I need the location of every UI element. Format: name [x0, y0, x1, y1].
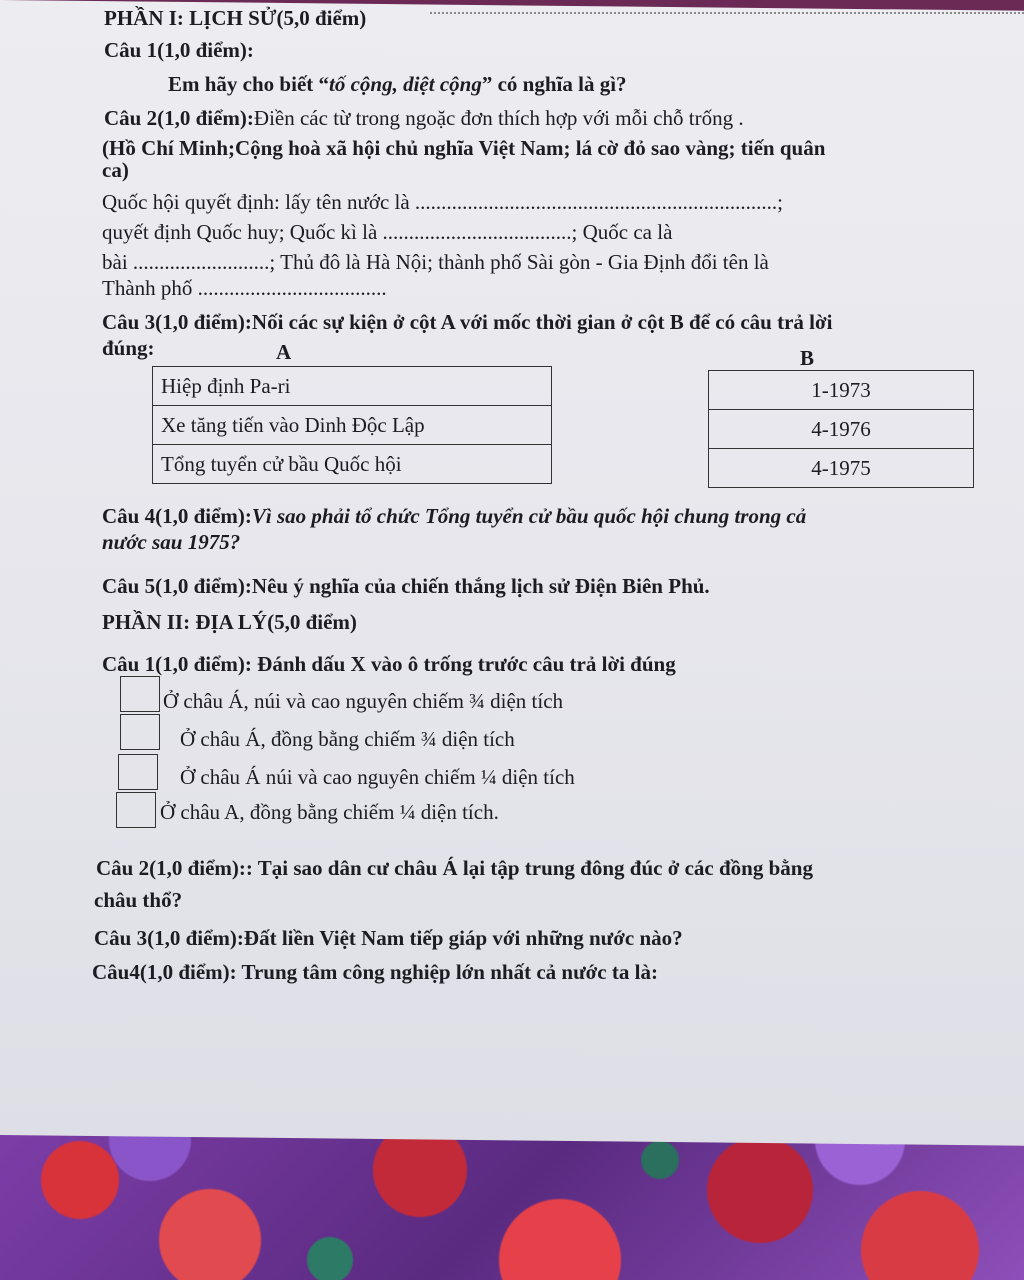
q4-label: Câu 4(1,0 điểm): — [102, 504, 252, 528]
table-row — [153, 445, 552, 484]
q2-text — [104, 106, 744, 131]
q2-fill-line-4: Thành phố .................................... — [102, 276, 387, 300]
table-row — [153, 406, 552, 445]
q5-text — [102, 574, 710, 599]
q3-text — [102, 310, 832, 335]
top-dotted-line — [430, 12, 1024, 14]
choice-label: Ở châu Á, núi và cao nguyên chiếm ¾ diện tích — [163, 689, 564, 713]
q3-instruction-cont: đúng: — [102, 336, 155, 360]
q2-fill-line-1: Quốc hội quyết định: lấy tên nước là .....................................................................; — [102, 190, 784, 214]
p2-q4-label: Câu4(1,0 điểm): — [92, 960, 237, 984]
choice-label: Ở châu Á núi và cao nguyên chiếm ¼ diện tích — [180, 765, 575, 789]
q1-text: Em hãy cho biết “tố cộng, diệt cộng” có nghĩa là gì? — [168, 72, 627, 96]
col-a-cell: Tổng tuyển cử bầu Quốc hội — [153, 445, 552, 484]
col-a-cell: Hiệp định Pa-ri — [153, 367, 552, 406]
col-b-cell: 1-1973 — [709, 371, 974, 410]
p2-q1-instruction: Đánh dấu X vào ô trống trước câu trả lời đúng — [257, 652, 676, 676]
p2-q1-label: Câu 1(1,0 điểm): — [102, 652, 252, 676]
choice-checkbox[interactable] — [120, 714, 160, 750]
choice-checkbox[interactable] — [118, 754, 158, 790]
q4-text — [102, 504, 806, 529]
choice-label: Ở châu Á, đồng bằng chiếm ¾ diện tích — [180, 727, 515, 751]
q2-instruction: Điền các từ trong ngoặc đơn thích hợp với mỗi chỗ trống . — [253, 106, 744, 130]
col-b-cell: 4-1975 — [709, 449, 974, 488]
p2-q3-label: Câu 3(1,0 điểm): — [94, 926, 244, 950]
p2-q3-question: Đất liền Việt Nam tiếp giáp với những nước nào? — [243, 926, 683, 950]
choice-label: Ở châu A, đồng bằng chiếm ¼ diện tích. — [160, 800, 499, 824]
column-a-table — [152, 366, 552, 484]
q2-fill-line-3: bài ..........................; Thủ đô là Hà Nội; thành phố Sài gòn - Gia Định đổi tên là — [102, 250, 769, 274]
p2-q2-label: Câu 2(1,0 điểm):: — [96, 856, 253, 880]
table-row — [153, 367, 552, 406]
q5-label: Câu 5(1,0 điểm): — [102, 574, 252, 598]
q3-label: Câu 3(1,0 điểm): — [102, 310, 252, 334]
q2-options: (Hồ Chí Minh;Cộng hoà xã hội chủ nghĩa Việt Nam; lá cờ đỏ sao vàng; tiến quân — [102, 136, 826, 160]
p2-q2-question-cont: châu thổ? — [94, 888, 183, 912]
q1-italic-term: tố cộng, diệt cộng — [329, 72, 482, 96]
col-a-cell: Xe tăng tiến vào Dinh Độc Lập — [153, 406, 552, 445]
q1-label: Câu 1(1,0 điểm): — [104, 38, 254, 62]
choice-checkbox[interactable] — [120, 676, 160, 712]
q3-instruction: Nối các sự kiện ở cột A với mốc thời gian ở cột B để có câu trả lời — [251, 310, 833, 334]
table-row — [709, 410, 974, 449]
p2-q3-text — [94, 926, 683, 951]
part2-heading: PHẦN II: ĐỊA LÝ(5,0 điểm) — [102, 610, 357, 634]
col-a-header: A — [276, 340, 292, 364]
p2-q2-question: Tại sao dân cư châu Á lại tập trung đông đúc ở các đồng bằng — [257, 856, 813, 880]
table-row — [709, 449, 974, 488]
col-b-header: B — [800, 346, 815, 370]
q4-question: Vì sao phải tổ chức Tổng tuyển cử bầu quốc hội chung trong cả — [251, 504, 807, 528]
q2-options-cont: ca) — [102, 158, 129, 182]
table-row — [709, 371, 974, 410]
p2-q2-text — [96, 856, 813, 881]
p2-q4-question: Trung tâm công nghiệp lớn nhất cả nước ta là: — [241, 960, 658, 984]
q2-fill-line-2: quyết định Quốc huy; Quốc kì là ....................................; Quốc ca là — [102, 220, 673, 244]
p2-q1-text — [102, 652, 676, 677]
q2-label: Câu 2(1,0 điểm): — [104, 106, 254, 130]
q5-question: Nêu ý nghĩa của chiến thắng lịch sử Điện Biên Phủ. — [251, 574, 710, 598]
p2-q4-text — [92, 960, 658, 985]
column-b-table — [708, 370, 974, 488]
part1-heading: PHẦN I: LỊCH SỬ(5,0 điểm) — [104, 6, 367, 30]
col-b-cell: 4-1976 — [709, 410, 974, 449]
q4-question-cont: nước sau 1975? — [102, 530, 241, 554]
choice-checkbox[interactable] — [116, 792, 156, 828]
